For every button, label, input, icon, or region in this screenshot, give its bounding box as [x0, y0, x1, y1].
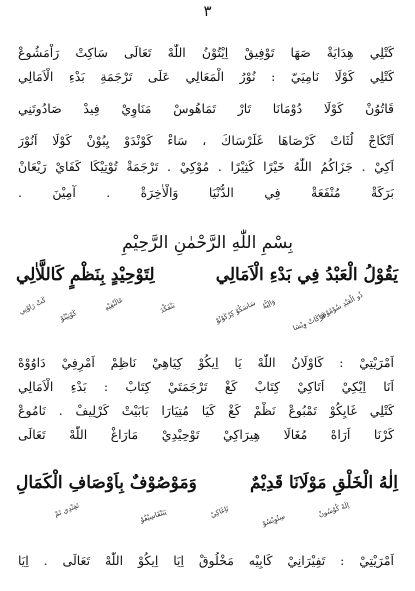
translation-line: اَنَا اِيْكِيْ اَتَاكِيْ كِتَابْ كَغْ تَرْجَمَتَيْ كِتَابْ : بَدْءِ الْاَمَالِي [18, 379, 394, 394]
interlinear-gloss: تَفِنْدِي تَمْ [53, 501, 81, 519]
interlinear-gloss: بَنْفَكْدَ [159, 301, 177, 315]
interlinear-gloss: اِلَهْ كُوْسُونْ [317, 501, 351, 519]
verse-line-2 [16, 470, 398, 496]
translation-line: اَمْرَيْتِيْ : كَاوْلَانُ اللّٰهْ يَا اِيكُوْ كِيَاهِيْ نَاظِمْ اَمْرِفِيْ دَاوُوْهْ [18, 355, 394, 370]
interlinear-gloss: نَاِغَاكِيْ [209, 504, 230, 520]
interlinear-gloss: كَوْتِيْنُوْ [59, 309, 78, 323]
page-number: ٣ [203, 2, 212, 20]
verse-line-1 [16, 262, 398, 288]
interlinear-gloss: يَنَنْقَاسِيْفُوْ [139, 508, 168, 524]
bismillah-heading: بِسْمِ اللّٰهِ الرَّحْمٰنِ الرَّحِيْمِ [122, 233, 293, 253]
verse-1-right-hemistich: يَقُوْلُ الْعَبْدُ فِي بَدْءِ الْاَمَالِي [215, 265, 398, 285]
translation-line: كَتْلِي غَايِكُوْ تَمْبُوعْ نَظْمْ كَغْ كَيَا مُتِيَارَا بَابَيْتْ كَرْلِيفْ . نَامُوعْ [18, 403, 394, 418]
interlinear-gloss: ذُو الْعَبْدِ سُوْمُوْصَا [316, 290, 365, 322]
verse-2-right-hemistich: اِلٰهُ الْخَلْقِ مَوْلَانَا قَدِيْمٌ [249, 473, 398, 493]
intro-line: بَرَكَةْ مُنْفَعَةْ فِي الدُّنْيَا وَالْاٰخِرَةْ . آمِيْنَ . [18, 185, 394, 200]
interlinear-gloss: سِتُوِيْسُوْ [261, 512, 287, 528]
verse-1-left-hemistich: لِتَوْحِيْدٍ بِنَظْمٍ كَاللَّاٰلِي [16, 265, 155, 285]
intro-line: كَتْلِي هِدَايَةْ صَهَا تَوْفِيقْ اِيْتُوْنُ اللّٰهْ تَعَالَى سَاكِتْ رَاْمَشُوعْ [18, 45, 394, 60]
translation-line: كَرْنَا اَرَاهْ مُغَالَا هِيرَاكِيْ تَوْحِيْدِيْ مَارَاغْ اللّٰهْ تَعَالَى [18, 427, 394, 442]
interlinear-gloss: عَالَنْفِيْهِ [103, 295, 125, 313]
interlinear-gloss: كَتْ رَاوْنِي [17, 296, 48, 316]
interlinear-gloss: كَرْكَاتْ وِيْسَا [291, 311, 328, 333]
translation-line: اَمْرَيْتِيْ : تَفِيْرَانِيْ كَابِيْه مَخْلُوقْ اِيَا اِيكُوْ اللّٰهْ تَعَالَى . اِيَا [18, 553, 394, 568]
verse-2-left-hemistich: وَمَوْصُوْفٌ بِاَوْصَافِ الْكَمَالِ [16, 473, 197, 493]
intro-line: كَتْلِي كَوْلَا نَامِيَيّ : نُوْرُ الْمَعَالِي عَلَى تَرْجَمَةِ بَدْءِ الْاَمَالِي [18, 69, 394, 84]
intro-line: قَاتُوُنْ كَوْلَا دُوْمَانَا تَارْ تَمَاهُوسْ مَنَاوِيْ فِيدْ صَادُوتَنِي [18, 101, 394, 116]
intro-line: اَكِيْ . جَزَاكُمُ اللّٰهُ خَيْرًا كَثِيْرًا . مُوْكِيْ . تَرْجَمَةْ تُوْتِيْكَا كَفَايْ رَيْعَانْ [18, 159, 394, 174]
intro-line: اَتْكَاجْ لُثَاتْ كَرْصَاهَا غَلَرْسَاكَ ، سَاءْ كَوْنْدَوْ يِبُوْنْ كَوْلَا اَنُوْرَ [18, 133, 394, 148]
interlinear-gloss: وَالِيُّهُ [260, 297, 277, 311]
interlinear-gloss: سَاسَكُوْ كِرْكَوْنُوْ [214, 298, 257, 326]
